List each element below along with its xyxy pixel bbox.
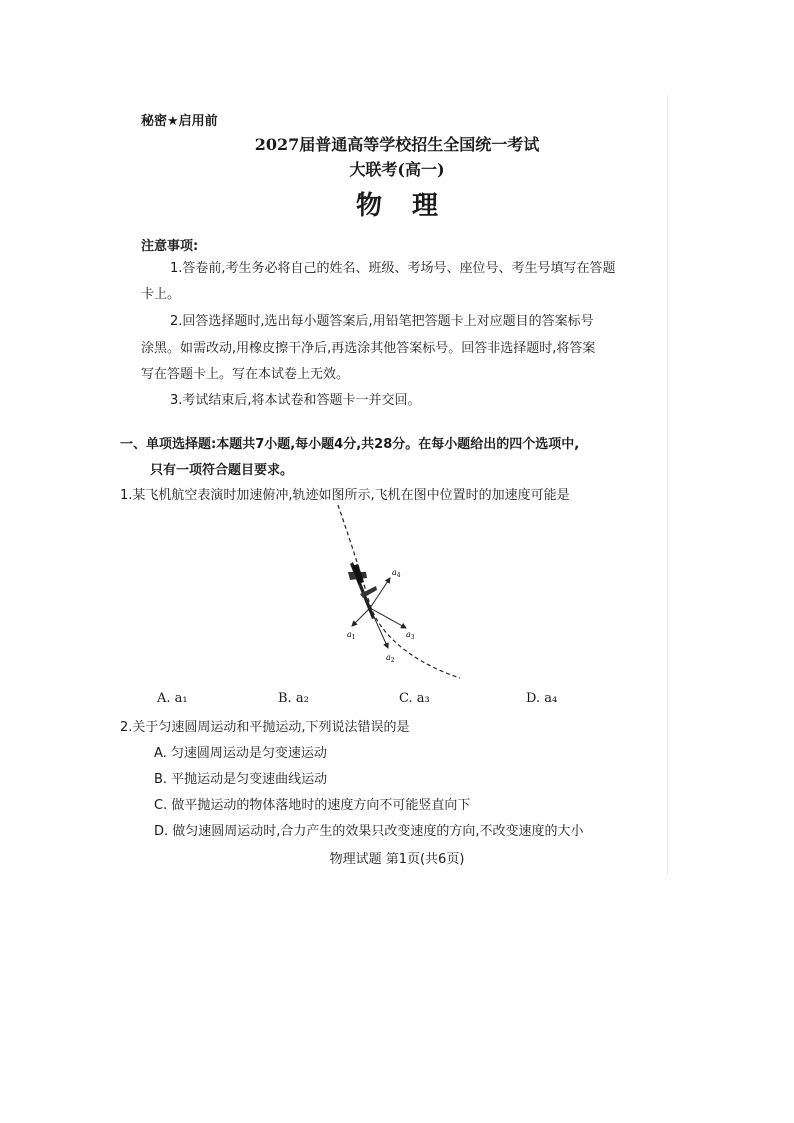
label-a1: $a_1$ — [347, 630, 356, 641]
q2-option-a: A. 匀速圆周运动是匀变速运动 — [154, 746, 327, 761]
arrow-a4 — [370, 578, 390, 608]
q2-option-c: C. 做平抛运动的物体落地时的速度方向不可能竖直向下 — [154, 798, 471, 813]
q1-option-b: B. a₂ — [278, 691, 309, 706]
section-heading-cont: 只有一项符合题目要求。 — [150, 463, 294, 478]
secret-mark: 秘密★启用前 — [141, 114, 218, 129]
label-a4: $a_4$ — [392, 568, 401, 579]
trajectory-diagram — [320, 500, 480, 690]
notice-item-2-cont2: 写在答题卡上。写在本试卷上无效。 — [141, 367, 350, 382]
label-a3: $a_3$ — [406, 630, 415, 641]
notice-item-2: 2.回答选择题时,选出每小题答案后,用铅笔把答题卡上对应题目的答案标号 — [170, 314, 594, 329]
arrow-a2 — [370, 608, 388, 648]
question-2-stem: 2.关于匀速圆周运动和平抛运动,下列说法错误的是 — [120, 720, 410, 735]
exam-title: 2027届普通高等学校招生全国统一考试 — [254, 135, 540, 154]
label-a2: $a_2$ — [386, 653, 395, 664]
notice-item-1-cont: 卡上。 — [141, 287, 181, 302]
notice-item-2-cont: 涂黑。如需改动,用橡皮擦干净后,再选涂其他答案标号。回答非选择题时,将答案 — [141, 341, 596, 356]
q1-option-c: C. a₃ — [399, 691, 430, 706]
section-heading: 一、单项选择题:本题共7小题,每小题4分,共28分。在每小题给出的四个选项中, — [120, 437, 580, 452]
arrow-a1 — [352, 608, 370, 626]
q1-option-a: A. a₁ — [157, 691, 188, 706]
q1-option-d: D. a₄ — [526, 691, 558, 706]
notice-item-3: 3.考试结束后,将本试卷和答题卡一并交回。 — [170, 393, 421, 408]
airplane-icon — [348, 562, 377, 619]
trajectory-path — [338, 505, 460, 678]
exam-subtitle: 大联考(高一) — [349, 160, 445, 179]
question-1-stem: 1.某飞机航空表演时加速俯冲,轨迹如图所示,飞机在图中位置时的加速度可能是 — [120, 488, 570, 503]
q2-option-d: D. 做匀速圆周运动时,合力产生的效果只改变速度的方向,不改变速度的大小 — [154, 824, 584, 839]
question-1-figure — [320, 500, 480, 690]
notice-item-1: 1.答卷前,考生务必将自己的姓名、班级、考场号、座位号、考生号填写在答题 — [170, 261, 616, 276]
subject-title: 物理 — [355, 191, 468, 221]
notice-heading: 注意事项: — [141, 239, 199, 254]
q2-option-b: B. 平抛运动是匀变速曲线运动 — [154, 772, 328, 787]
page-footer: 物理试题 第1页(共6页) — [329, 852, 465, 867]
